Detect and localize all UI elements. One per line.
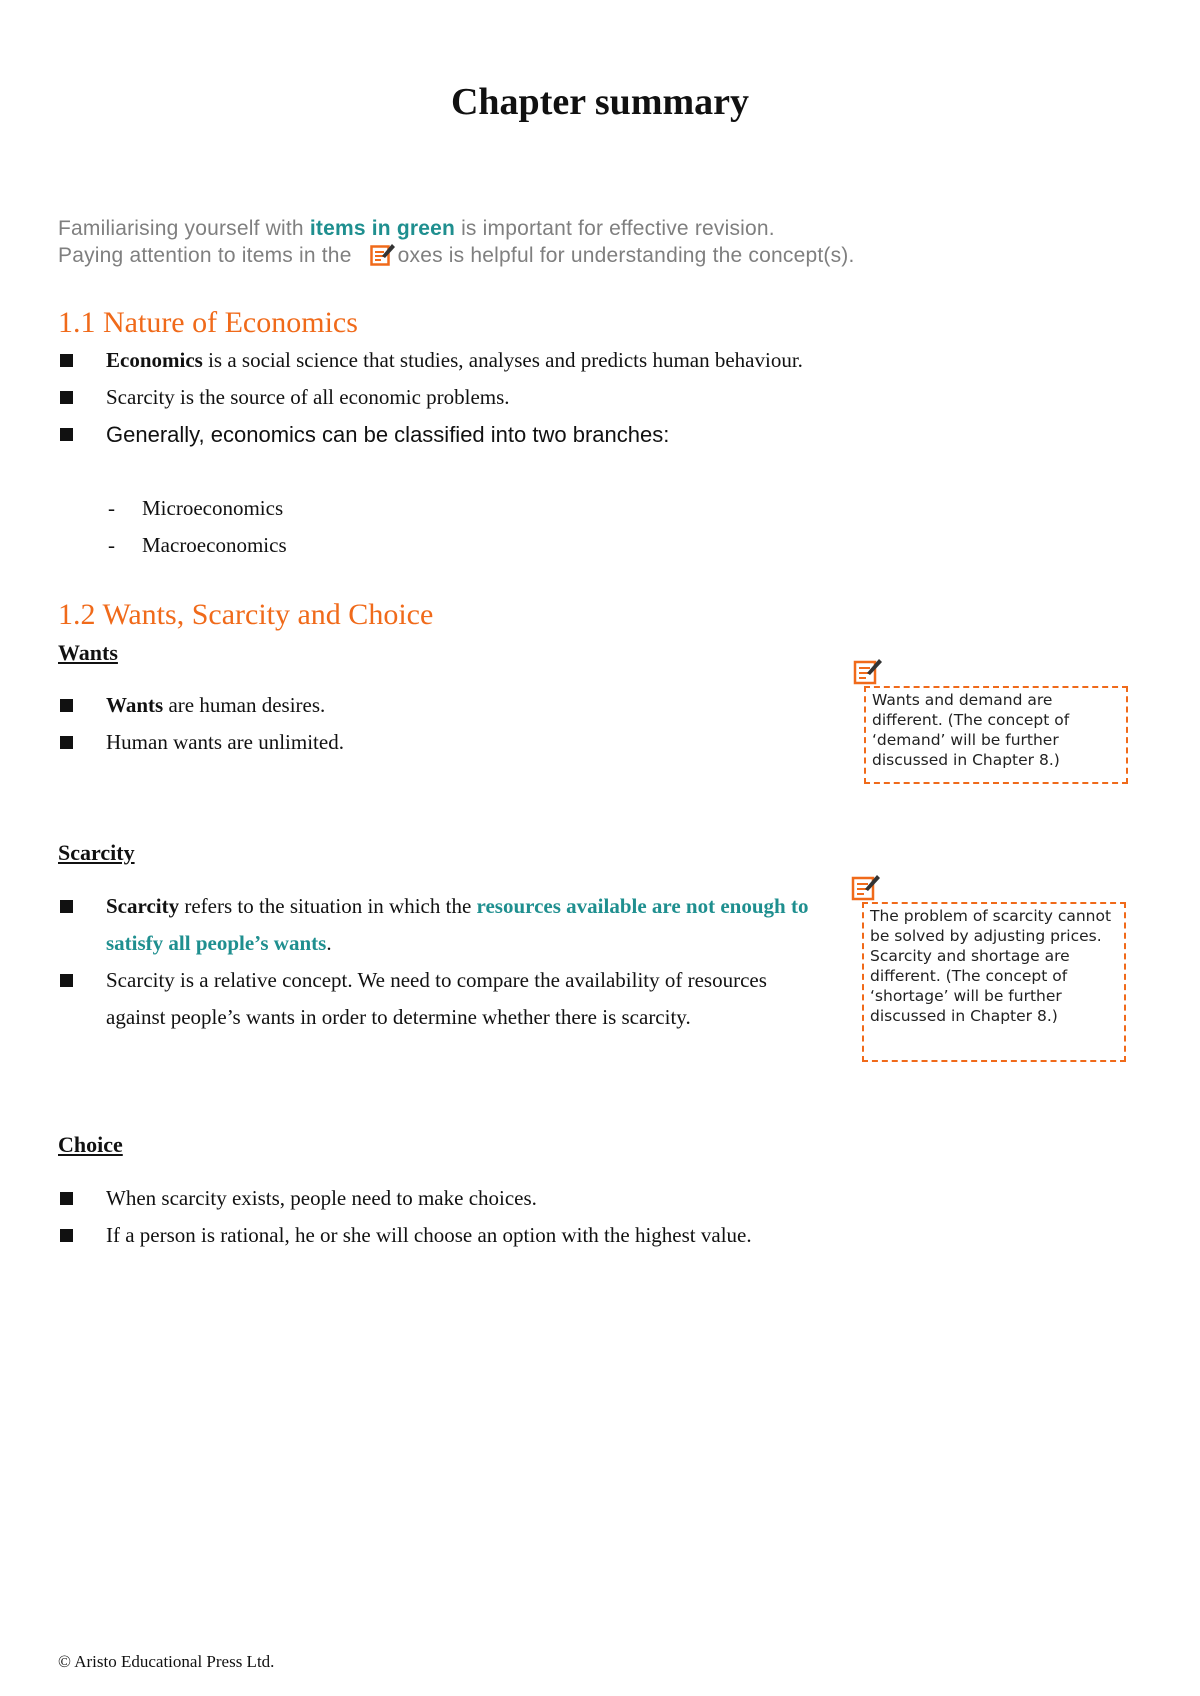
intro-line2-post: oxes is helpful for understanding the concept(s). xyxy=(397,244,855,267)
wants-bullets xyxy=(58,687,818,761)
dash-marker: - xyxy=(108,533,115,557)
footer-copyright: © Aristo Educational Press Ltd. xyxy=(58,1652,275,1671)
scarcity-bullets xyxy=(58,888,818,1036)
bullet-square-icon xyxy=(60,354,73,367)
subheading-scarcity: Scarcity xyxy=(58,840,135,865)
term-wants: Wants xyxy=(106,693,164,717)
bullet-text: When scarcity exists, people need to make choices. xyxy=(106,1186,537,1210)
note-pencil-icon xyxy=(851,872,881,902)
intro-line1-post: is important for effective revision. xyxy=(455,217,775,240)
intro-line2-pre: Paying attention to items in the xyxy=(58,244,358,267)
bullet-square-icon xyxy=(60,1229,73,1242)
bullet-text-end: . xyxy=(326,931,332,955)
dash-marker: - xyxy=(108,496,115,520)
bullet-square-icon xyxy=(60,391,73,404)
branch-macro: Macroeconomics xyxy=(142,533,287,557)
intro-line1-pre: Familiarising yourself with xyxy=(58,217,310,240)
subheading-choice: Choice xyxy=(58,1132,123,1157)
list-item xyxy=(58,888,818,962)
green-key-phrase: resources available are not enough to satisfy all people’s wants xyxy=(106,894,809,955)
list-item xyxy=(58,687,818,724)
bullet-text: Generally, economics can be classified into two branches: xyxy=(106,422,670,447)
bullet-square-icon xyxy=(60,428,73,441)
note-text: The problem of scarcity cannot be solved by adjusting prices. xyxy=(870,907,1112,945)
bullet-text: is a social science that studies, analyses and predicts human behaviour. xyxy=(202,348,803,372)
list-item xyxy=(108,490,287,527)
intro-text xyxy=(58,216,855,269)
section1-bullets xyxy=(58,342,818,453)
bullet-square-icon xyxy=(60,974,73,987)
branches-list xyxy=(108,490,287,564)
bullet-text: If a person is rational, he or she will choose an option with the highest value. xyxy=(106,1223,752,1247)
bullet-text: Scarcity is the source of all economic problems. xyxy=(106,385,510,409)
term-scarcity: Scarcity xyxy=(106,894,180,918)
bullet-square-icon xyxy=(60,1192,73,1205)
list-item xyxy=(108,527,287,564)
intro-line-1 xyxy=(58,216,855,242)
list-item xyxy=(58,416,818,453)
subheading-wants: Wants xyxy=(58,640,118,665)
list-item xyxy=(58,1180,818,1217)
bullet-text: Scarcity is a relative concept. We need to compare the availability of resources against people’s wants in order to determine whether there is scarcity. xyxy=(106,968,767,1029)
bullet-text: refers to the situation in which the xyxy=(179,894,477,918)
list-item xyxy=(58,962,818,1036)
term-economics: Economics xyxy=(106,348,203,372)
section-heading-1-2: 1.2 Wants, Scarcity and Choice xyxy=(58,598,434,631)
bullet-square-icon xyxy=(60,900,73,913)
list-item xyxy=(58,724,818,761)
note-box-scarcity xyxy=(862,902,1126,1062)
list-item xyxy=(58,342,818,379)
section-heading-1-1: 1.1 Nature of Economics xyxy=(58,306,358,339)
note-box-wants: Wants and demand are different. (The concept of ‘demand’ will be further discussed in Chapter 8.) xyxy=(864,686,1128,784)
list-item xyxy=(58,379,818,416)
branch-micro: Microeconomics xyxy=(142,496,284,520)
intro-line-2 xyxy=(58,242,855,269)
choice-bullets xyxy=(58,1180,818,1254)
page-title: Chapter summary xyxy=(450,81,749,123)
bullet-text: Human wants are unlimited. xyxy=(106,730,344,754)
bullet-square-icon xyxy=(60,699,73,712)
bullet-square-icon xyxy=(60,736,73,749)
list-item xyxy=(58,1217,818,1254)
bullet-text: are human desires. xyxy=(163,693,326,717)
note-text: Scarcity and shortage are different. (The concept of ‘shortage’ will be further discussed in Chapter 8.) xyxy=(870,947,1070,1025)
note-pencil-icon xyxy=(853,656,883,686)
note-pencil-icon xyxy=(370,242,396,266)
intro-green-text: items in green xyxy=(309,217,456,240)
